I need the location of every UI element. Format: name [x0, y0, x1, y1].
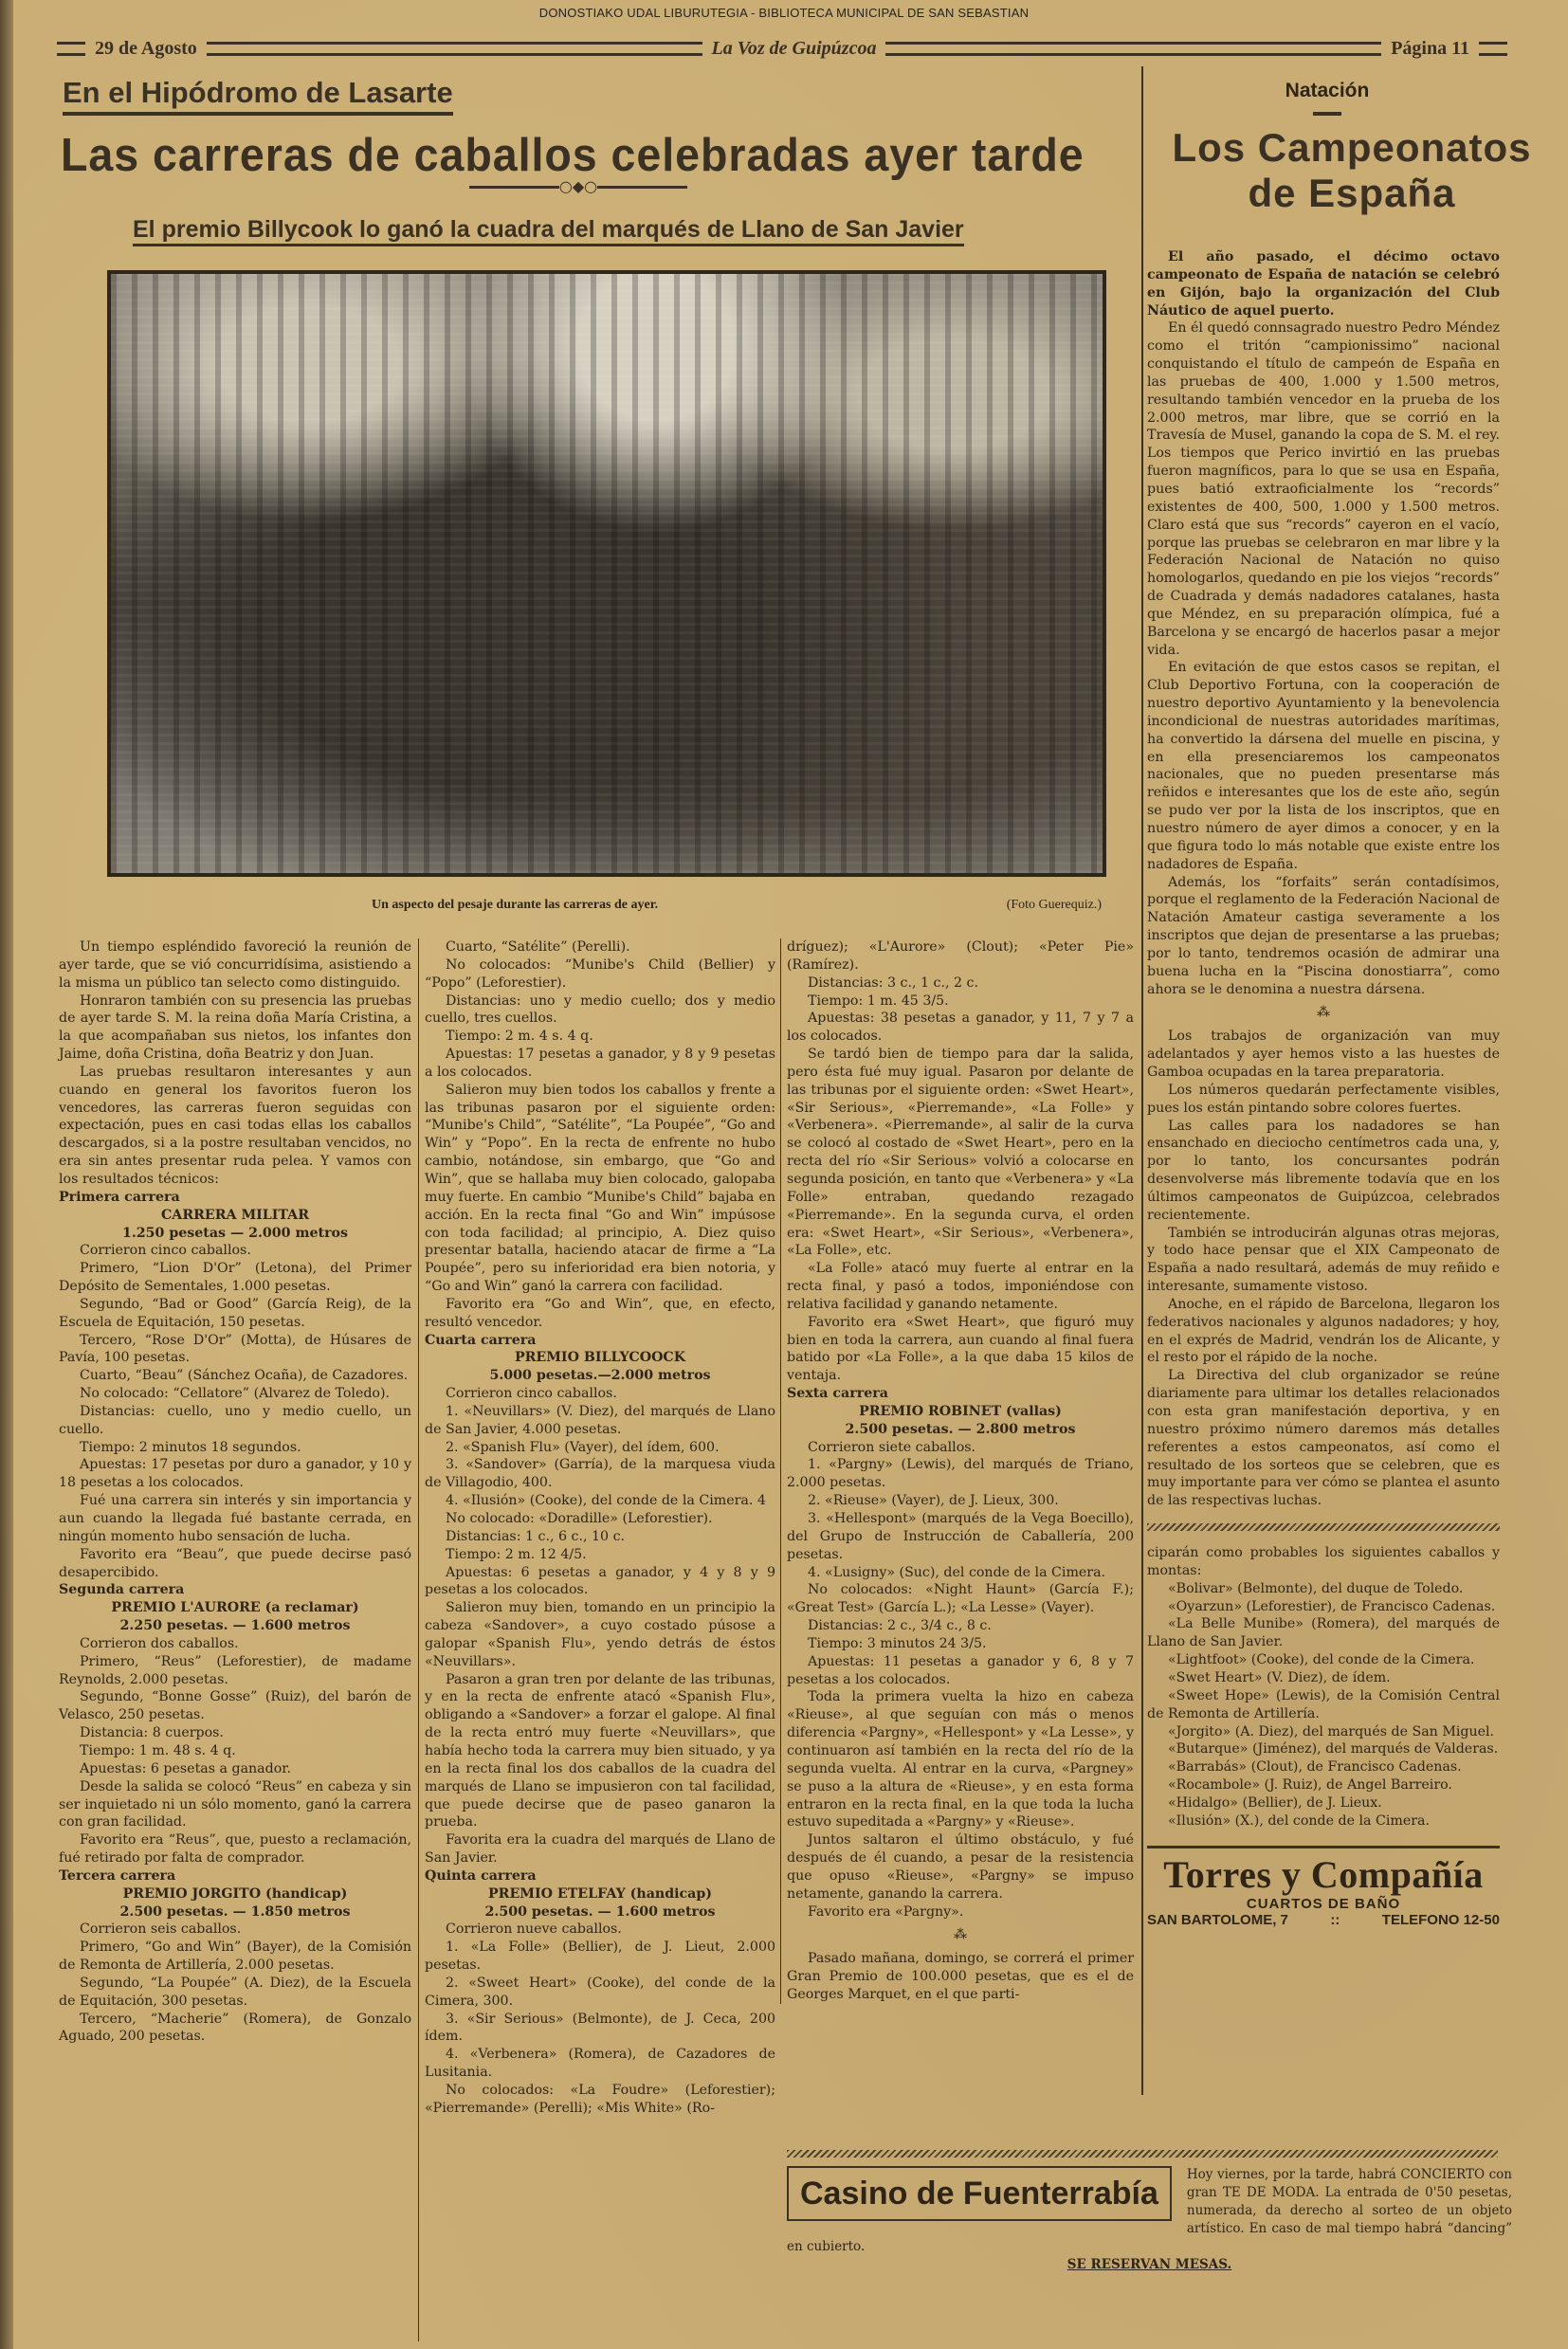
paragraph: «Rocambole» (J. Ruiz), de Angel Barreiro.: [1168, 1777, 1452, 1794]
paragraph: Cuarto, “Satélite” (Perelli).: [446, 939, 630, 955]
race-subheadline: El premio Billycook lo ganó la cuadra del marqués de Llano de San Javier: [133, 216, 964, 246]
caption-text: Un aspecto del pesaje durante las carreras de ayer.: [372, 898, 659, 912]
paragraph: Distancias: cuello, uno y medio cuello, un cuello.: [59, 1403, 411, 1437]
paragraph: Distancias: 1 c., 6 c., 10 c.: [446, 1528, 626, 1544]
paragraph: ciparán como probables los siguientes caballos y montas:: [1147, 1545, 1500, 1578]
race-section-label: Cuarta carrera: [425, 1332, 537, 1348]
paragraph: Corrieron cinco caballos.: [80, 1243, 251, 1259]
race-continuation-column: [1147, 1544, 1500, 1830]
paragraph: Corrieron nueve caballos.: [446, 1921, 622, 1938]
paragraph: Toda la primera vuelta la hizo en cabeza «Rieuse», al que seguían con más o menos diferencia «Pargny», «Hellespont» y «La Lesse», y continuaron así también en la recta del río de la segunda vuelta. Al entrar en la curva, «Pargney» se puso a la altura de «Rieuse», y en esta forma entraron en la recta final, en la que toda la lucha estuvo supeditada a «Pargny» y «Rieuse».: [787, 1689, 1134, 1830]
race-title: PREMIO JORGITO (handicap): [122, 1885, 348, 1902]
paragraph: 3. «Sir Serious» (Belmonte), de J. Ceca, 200 ídem.: [425, 2011, 775, 2045]
masthead-newspaper: La Voz de Guipúzcoa: [711, 37, 877, 59]
torres-contact: [1147, 1912, 1500, 1928]
paragraph: No colocado: «Doradille» (Leforestier).: [446, 1511, 713, 1526]
paragraph: 3. «Hellespont» (marqués de la Vega Boecillo), del Grupo de Instrucción de Caballería, 200 pesetas.: [787, 1511, 1134, 1562]
paragraph: 4. «Verbenera» (Romera), de Cazadores de Lusitania.: [425, 2047, 775, 2081]
headline-ornament: [417, 177, 739, 195]
paragraph: Las pruebas resultaron interesantes y aun cuando en general los favoritos fueron los vencedores, las carreras fueron seguidas con expectación, pues en casi todas ellas los caballos descargados, si a la postre resultaban vencidos, no era sin antes presentar ruda pelea. Y vamos con los resultados técnicos:: [59, 1064, 411, 1187]
paragraph: Apuestas: 11 pesetas a ganador y 6, 8 y 7 pesetas a los colocados.: [787, 1653, 1134, 1687]
paragraph: Segundo, “Bad or Good” (García Reig), de la Escuela de Equitación, 150 pesetas.: [59, 1296, 411, 1330]
torres-name: Torres y Compañía: [1163, 1852, 1484, 1896]
paragraph: «Lightfoot» (Cooke), del conde de la Cimera.: [1168, 1652, 1475, 1668]
paragraph: Distancia: 8 cuerpos.: [80, 1725, 224, 1741]
torres-address: SAN BARTOLOME, 7: [1147, 1911, 1288, 1928]
wavy-divider: [1147, 1523, 1500, 1531]
race-column-2: [425, 938, 775, 2118]
paragraph: «Swet Heart» (V. Diez), de ídem.: [1168, 1669, 1391, 1685]
paragraph: Pasaron a gran tren por delante de las tribunas, y en la recta de enfrente atacó «Spanish Flu», obligando a «Sandover» a forzar el galope. Al final de la recta entró muy fuerte «Neuvillars», que había hecho toda la carrera muy bien situado, y ya en la recta final los dos caballos de la cuadra del marqués de Llano se impusieron con tal facilidad, que puede decirse que de paseo ganaron la prueba.: [425, 1671, 775, 1830]
paragraph: Segundo, “Bonne Gosse” (Ruiz), del barón de Velasco, 250 pesetas.: [59, 1689, 411, 1723]
paragraph: Los números quedarán perfectamente visibles, pues los están pintando sobre colores fuertes.: [1147, 1082, 1500, 1116]
masthead-date: 29 de Agosto: [95, 37, 197, 59]
paragraph: También se introducirán algunas otras mejoras, y todo hace pensar que el XIX Campeonato de España a nado resultará, además de muy reñido e interesante, sumamente vistoso.: [1147, 1225, 1500, 1295]
column-divider: [418, 938, 419, 2341]
swim-section-label: Natación: [1285, 80, 1370, 101]
photo-credit: (Foto Guerequiz.): [1006, 898, 1102, 912]
race-title: PREMIO ROBINET (vallas): [859, 1403, 1062, 1419]
race-column-1: [59, 938, 411, 2046]
paragraph: Corrieron cinco caballos.: [446, 1386, 617, 1402]
paragraph: Favorito era “Go and Win”, que, en efecto, resultó vencedor.: [425, 1296, 775, 1330]
paragraph: Los trabajos de organización van muy adelantados y ayer hemos visto a las huestes de Gamboa ocupadas en la tarea preparatoria.: [1147, 1029, 1500, 1080]
race-title: 5.000 pesetas.—2.000 metros: [489, 1368, 711, 1384]
paragraph: 4. «Lusigny» (Suc), del conde de la Cimera.: [808, 1564, 1106, 1580]
paragraph: Primero, “Reus” (Leforestier), de madame Reynolds, 2.000 pesetas.: [59, 1653, 411, 1687]
column-divider: [1141, 66, 1143, 2095]
race-crowd-photo: [107, 270, 1106, 877]
torres-line: CUARTOS DE BAÑO: [1246, 1895, 1401, 1912]
paragraph: No colocado: “Cellatore” (Alvarez de Toledo).: [80, 1386, 391, 1402]
paragraph: «Barrabás» (Clout), de Francisco Cadenas.: [1168, 1759, 1462, 1775]
masthead: [57, 36, 1507, 61]
paragraph: Tiempo: 2 m. 4 s. 4 q.: [446, 1029, 593, 1045]
casino-name: Casino de Fuenterrabía: [787, 2166, 1172, 2221]
ad-rule: [1147, 1846, 1500, 1848]
column-divider: [780, 938, 781, 2004]
paragraph: Tercero, “Macherie” (Romera), de Gonzalo Aguado, 200 pesetas.: [59, 2011, 411, 2045]
ornament-icon: ⁂: [1317, 1005, 1330, 1021]
casino-text: Hoy viernes, por la tarde, habrá CONCIERTO con gran TE DE MODA. La entrada de 0'50 pesetas, numerada, da derecho al sorteo de un objeto artístico. En caso de mal tiempo habrá “dancing” en cubierto.: [787, 2167, 1512, 2254]
paragraph: Tiempo: 3 minutos 24 3/5.: [808, 1635, 987, 1651]
paragraph: «Oyarzun» (Leforestier), de Francisco Cadenas.: [1168, 1598, 1496, 1614]
paragraph: Distancias: 2 c., 3/4 c., 8 c.: [808, 1618, 992, 1634]
paragraph: Anoche, en el rápido de Barcelona, llegaron los federativos nacionales y algunos nadadores; y hoy, en el exprés de Madrid, vendrán los de Alicante, y el resto por el rápido de la noche.: [1147, 1296, 1500, 1366]
race-section-label: Segunda carrera: [59, 1582, 185, 1598]
paragraph: 1. «Neuvillars» (V. Diez), del marqués de Llano de San Javier, 4.000 pesetas.: [425, 1403, 775, 1437]
paragraph: dríguez); «L'Aurore» (Clout); «Peter Pie» (Ramírez).: [787, 939, 1134, 973]
paragraph: Juntos saltaron el último obstáculo, y fué después de él cuando, a pesar de la resistencia que opuso «Rieuse», «Pargny» se impuso netamente, ganando la carrera.: [787, 1832, 1134, 1902]
paragraph: «Jorgito» (A. Diez), del marqués de San Miguel.: [1168, 1723, 1495, 1739]
paragraph: «Sweet Hope» (Lewis), de la Comisión Central de Remonta de Artillería.: [1147, 1687, 1500, 1721]
race-headline: Las carreras de caballos celebradas ayer tarde: [61, 130, 1085, 181]
right-column-stack: [1147, 248, 1500, 1928]
race-title: CARRERA MILITAR: [161, 1207, 309, 1223]
paragraph: Corrieron dos caballos.: [80, 1635, 239, 1651]
paragraph: 1. «Pargny» (Lewis), del marqués de Triano, 2.000 pesetas.: [787, 1457, 1134, 1491]
paragraph: 4. «Ilusión» (Cooke), del conde de la Cimera. 4: [446, 1493, 766, 1509]
archive-banner: DONOSTIAKO UDAL LIBURUTEGIA - BIBLIOTECA MUNICIPAL DE SAN SEBASTIAN: [538, 6, 1030, 20]
race-title: 2.500 pesetas. — 1.850 metros: [119, 1903, 351, 1920]
masthead-rule: [1479, 42, 1507, 56]
paragraph: 2. «Spanish Flu» (Vayer), del ídem, 600.: [446, 1439, 720, 1455]
paragraph: Primero, “Lion D'Or” (Letona), del Primer Depósito de Sementales, 1.000 pesetas.: [59, 1261, 411, 1295]
paragraph: 2. «Rieuse» (Vayer), de J. Lieux, 300.: [808, 1493, 1059, 1509]
masthead-rule: [207, 42, 702, 56]
paragraph: En él quedó connsagrado nuestro Pedro Méndez como el tritón “campionissimo” nacional conquistando el título de campeón de España en las pruebas de 400, 1.000 y 1.500 metros, resultando también vencedor en la prueba de los 2.000 metros, mar libre, que se corrió en la Travesía de Musel, ganando la copa de S. M. el rey. Los tiempos que Perico invirtió en las pruebas fueron magníficos, para lo que se usa en España, pues batió extraoficialmente los “records” existentes de 400, 500, 1.000 y 1.500 metros. Claro está que sus “records” cayeron en el vacío, porque las pruebas se celebraron en mar libre y la Federación Nacional de Natación no quiso homologarlos, quedando en pie los viejos “records” de Cuadrada y demás nadadores catalanes, hasta que Méndez, en su preparación olímpica, fué a Barcelona y se encargó de hacerlos pasar a mejor vida.: [1147, 320, 1500, 658]
paragraph: Cuarto, “Beau” (Sánchez Ocaña), de Cazadores.: [80, 1368, 409, 1384]
race-title: PREMIO BILLYCOOCK: [514, 1350, 686, 1366]
paragraph: Distancias: uno y medio cuello; dos y medio cuello, tres cuellos.: [425, 992, 775, 1027]
paragraph: Segundo, “La Poupée” (A. Diez), de la Escuela de Equitación, 300 pesetas.: [59, 1975, 411, 2009]
ornament-glyph: ○◆○: [558, 177, 598, 195]
paragraph: No colocados: “Munibe's Child (Bellier) y “Popo” (Leforestier).: [425, 956, 775, 991]
casino-advert: [787, 2166, 1512, 2274]
masthead-rule: [57, 42, 85, 56]
paragraph: Favorito era “Beau”, que puede decirse pasó desapercibido.: [59, 1546, 411, 1580]
casino-reserve: SE RESERVAN MESAS.: [1067, 2257, 1232, 2272]
paragraph: En evitación de que estos casos se repitan, el Club Deportivo Fortuna, con la cooperación de nuestro deportivo Ayuntamiento y la benevolencia incondicional de nuestras autoridades marítimas, ha convertido la dársena del muelle en piscina, y en ella presenciaremos los campeonatos nacionales, que no pueden presentarse más reñidos e interesantes que los de este año, según se pudo ver por la lista de los inscriptos, que en nuestro número de ayer dimos a conocer, y en la que figura todo lo más notable que existe entre los nadadores de España.: [1147, 660, 1500, 872]
paragraph: Un tiempo espléndido favoreció la reunión de ayer tarde, que se vió concurridísima, asistiendo a la misma un público tan selecto como distinguido.: [59, 939, 411, 991]
masthead-rule: [885, 42, 1381, 56]
paragraph: No colocados: «Night Haunt» (García F.); «Great Test» (García L.); «La Lesse» (Vayer).: [787, 1582, 1134, 1616]
race-title: PREMIO ETELFAY (handicap): [488, 1885, 712, 1902]
paragraph: Apuestas: 6 pesetas a ganador.: [80, 1760, 291, 1776]
photo-caption: [372, 898, 1102, 913]
torres-separator: ::: [1330, 1911, 1340, 1928]
race-title: 2.500 pesetas. — 2.800 metros: [845, 1421, 1076, 1437]
paragraph: La Directiva del club organizador se reúne diariamente para ultimar los detalles relacionados con esta gran manifestación deportiva, y en nuestro próximo número daremos más detalles referentes a estos campeonatos, así como el resultado de los sorteos que se celebren, que es muy importante para ver cómo se plantea el asunto de las respectivas luchas.: [1147, 1368, 1500, 1509]
paragraph: Salieron muy bien, tomando en un principio la cabeza «Sandover», a cuyo costado púsose a galopar «Spanish Flu», yendo detrás de éstos «Neuvillars».: [425, 1600, 775, 1669]
paragraph: Pasado mañana, domingo, se correrá el primer Gran Premio de 100.000 pesetas, que es el de Georges Marquet, en el que parti-: [787, 1951, 1134, 2002]
paragraph: Las calles para los nadadores se han ensanchado en dieciocho centímetros cada una, y, por lo tanto, los concursantes podrán desenvolverse más libremente todavía que en los últimos campeonatos de Guipúzcoa, celebrados recientemente.: [1147, 1118, 1500, 1223]
paragraph: 1. «La Folle» (Bellier), de J. Lieut, 2.000 pesetas.: [425, 1939, 775, 1974]
swim-headline: Los Campeonatos de España: [1172, 125, 1532, 216]
paragraph: 2. «Sweet Heart» (Cooke), del conde de la Cimera, 300.: [425, 1975, 775, 2009]
paragraph: Apuestas: 6 pesetas a ganador, y 4 y 8 y 9 pesetas a los colocados.: [425, 1564, 775, 1598]
paragraph: Primero, “Go and Win” (Bayer), de la Comisión de Remonta de Artillería, 2.000 pesetas.: [59, 1939, 411, 1974]
paragraph: Desde la salida se colocó “Reus” en cabeza y sin ser inquietado ni un sólo momento, ganó la carrera con gran facilidad.: [59, 1778, 411, 1830]
paragraph: Honraron también con su presencia las pruebas de ayer tarde S. M. la reina doña María Cristina, a la que acompañaban sus nietos, los infantes don Jaime, doña Cristina, doña Beatriz y don Juan.: [59, 992, 411, 1063]
race-column-3: [787, 938, 1134, 2004]
paragraph: Corrieron seis caballos.: [80, 1921, 242, 1938]
paragraph: «La Belle Munibe» (Romera), del marqués de Llano de San Javier.: [1147, 1616, 1500, 1650]
paragraph: «Butarque» (Jiménez), del marqués de Valderas.: [1168, 1741, 1499, 1757]
paragraph: Favorito era «Swet Heart», que figuró muy bien en toda la carrera, aun cuando al final fuera batido por «La Folle», a la que daba 15 kilos de ventaja.: [787, 1314, 1134, 1384]
paragraph: 3. «Sandover» (Garría), de la marquesa viuda de Villagodio, 400.: [425, 1457, 775, 1491]
wavy-divider: [787, 2150, 1498, 2158]
swim-column: [1147, 248, 1500, 1510]
paragraph: «Hidalgo» (Bellier), de J. Lieux.: [1168, 1794, 1382, 1811]
race-title: PREMIO L'AURORE (a reclamar): [111, 1600, 359, 1616]
paragraph: Apuestas: 17 pesetas por duro a ganador, y 10 y 18 pesetas a los colocados.: [59, 1457, 411, 1491]
paragraph: Apuestas: 38 pesetas a ganador, y 11, 7 y 7 a los colocados.: [787, 1011, 1134, 1045]
paragraph: Tiempo: 1 m. 45 3/5.: [808, 992, 949, 1009]
race-title: 2.250 pesetas. — 1.600 metros: [119, 1618, 351, 1634]
paragraph: Favorito era «Pargny».: [808, 1903, 964, 1920]
paragraph: Favorito era “Reus”, que, puesto a reclamación, fué retirado por falta de comprador.: [59, 1832, 411, 1866]
paragraph: Fué una carrera sin interés y sin importancia y aun cuando la llegada fué bastante cerrada, en ningún momento hubo sensación de lucha.: [59, 1493, 411, 1544]
race-section-label: Primera carrera: [59, 1189, 180, 1205]
paragraph: Apuestas: 17 pesetas a ganador, y 8 y 9 pesetas a los colocados.: [425, 1047, 775, 1080]
race-section-label: Tercera carrera: [59, 1867, 176, 1884]
race-title: 1.250 pesetas — 2.000 metros: [121, 1225, 348, 1241]
section-bar: [1313, 112, 1341, 116]
race-title: 2.500 pesetas. — 1.600 metros: [484, 1903, 716, 1920]
paragraph: «Bolivar» (Belmonte), del duque de Toledo.: [1168, 1580, 1464, 1596]
paragraph: Además, los “forfaits” serán contadísimos, porque el reglamento de la Federación Nacional de Natación Amateur castiga severamente a los inscriptos que dejan de presentarse a las pruebas; por lo tanto, tendremos ocasión de admirar una buena lucha en la “Piscina donostiarra”, como ahora se le denomina a nuestra dársena.: [1147, 874, 1500, 997]
paragraph: No colocados: «La Foudre» (Leforestier); «Pierremande» (Perelli); «Mis White» (Ro-: [425, 2083, 775, 2116]
paragraph: Tercero, “Rose D'Or” (Motta), de Húsares de Pavía, 100 pesetas.: [59, 1332, 411, 1366]
race-section-label: Quinta carrera: [425, 1867, 537, 1884]
torres-advert: [1147, 1846, 1500, 1928]
paragraph: Salieron muy bien todos los caballos y frente a las tribunas pasaron por el siguiente orden: “Munibe's Child”, “Satélite”, “La Poupée”, “Go and Win” y “Popo”. En la recta de enfrente no hubo cambio, notándose, sin embargo, que “Go and Win”, que se hallaba muy bien colocado, galopaba muy fuerte. En cambio “Munibe's Child” bajaba en acción. En la recta final “Go and Win” impúsose con toda facilidad; al principio, A. Diez quiso presentar batalla, haciendo atacar de firme a “La Poupée”, pero su inferioridad era bien notoria, y “Go and Win” ganó la carrera con facilidad.: [425, 1082, 775, 1295]
paragraph: Tiempo: 2 minutos 18 segundos.: [80, 1439, 301, 1455]
torres-phone: TELEFONO 12-50: [1381, 1911, 1500, 1928]
paragraph: «Ilusión» (X.), del conde de la Cimera.: [1168, 1812, 1430, 1829]
race-kicker: En el Hipódromo de Lasarte: [63, 76, 453, 116]
paragraph: Se tardó bien de tiempo para dar la salida, pero ésta fué muy igual. Pasaron por delante de las tribunas por el siguiente orden: «Swet Heart», «Sir Serious», «Pierremande», «La Folle» y «Verbenera». «Pierremande», al salir de la curva se colocó al costado de «Swet Heart», pero en la recta del río «Sir Serious» volvió a colocarse en segunda posición, en tanto que «Verbenera» y «La Folle» entraban, quedando rezagado «Pierremande». En la segunda curva, el orden era: «Swet Heart», «Sir Serious», «Verbenera», «La Folle», etc.: [787, 1047, 1134, 1259]
paragraph: Tiempo: 1 m. 48 s. 4 q.: [80, 1742, 236, 1758]
paragraph: Tiempo: 2 m. 12 4/5.: [446, 1546, 587, 1562]
lead-paragraph: El año pasado, el décimo octavo campeonato de España de natación se celebró en Gijón, bajo la organización del Club Náutico de aquel puerto.: [1147, 249, 1500, 319]
race-section-label: Sexta carrera: [787, 1386, 888, 1402]
paragraph: Distancias: 3 c., 1 c., 2 c.: [808, 974, 979, 991]
paragraph: «La Folle» atacó muy fuerte al entrar en la recta final, y pasó a todos, imponiéndose con relativa facilidad y ganando netamente.: [787, 1261, 1134, 1312]
paragraph: Corrieron siete caballos.: [808, 1439, 976, 1455]
paragraph: Favorita era la cuadra del marqués de Llano de San Javier.: [425, 1832, 775, 1866]
page-binding-edge: [0, 0, 13, 2349]
ornament-icon: ⁂: [954, 1927, 967, 1943]
masthead-page: Página 11: [1391, 37, 1469, 59]
